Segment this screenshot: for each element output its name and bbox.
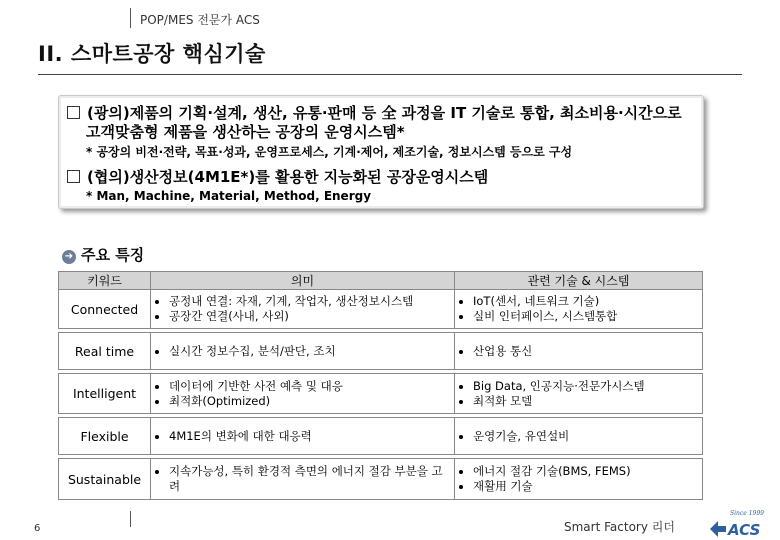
meaning-list bbox=[155, 344, 450, 359]
tech-cell bbox=[455, 459, 703, 500]
meaning-cell bbox=[151, 374, 455, 414]
footer-divider bbox=[130, 511, 131, 527]
arrow-circle-icon: ➔ bbox=[62, 250, 76, 264]
table-body bbox=[59, 290, 703, 500]
meaning-cell bbox=[151, 290, 455, 329]
tech-item: • 에너지 절감 기술(BMS, FEMS) bbox=[473, 464, 698, 479]
meaning-cell bbox=[151, 418, 455, 455]
tech-cell bbox=[455, 374, 703, 414]
tech-list bbox=[459, 344, 698, 359]
table-header-row bbox=[59, 272, 703, 290]
features-table bbox=[58, 271, 703, 500]
meaning-item: • 최적화(Optimized) bbox=[169, 394, 450, 409]
narrow-definition-note: * Man, Machine, Material, Method, Energy bbox=[86, 189, 372, 203]
broad-definition-line1: (광의)제품의 기획·설계, 생산, 유통·판매 등 全 과정을 IT 기술로 통합, 최소비용·시간으로 bbox=[87, 104, 682, 122]
keyword-cell: Real time bbox=[59, 333, 151, 370]
tech-item: • 재활用 기술 bbox=[473, 479, 698, 494]
tech-item: • IoT(센서, 네트워크 기술) bbox=[473, 294, 698, 309]
features-heading-label: 주요 특징 bbox=[81, 246, 145, 264]
keyword-cell: Intelligent bbox=[59, 374, 151, 414]
tech-item: • Big Data, 인공지능·전문가시스템 bbox=[473, 379, 698, 394]
keyword-cell: Sustainable bbox=[59, 459, 151, 500]
tech-cell bbox=[455, 418, 703, 455]
broad-definition bbox=[67, 104, 682, 122]
table-row bbox=[59, 418, 703, 455]
meaning-item: • 실시간 정보수집, 분석/판단, 조치 bbox=[169, 344, 450, 359]
meaning-list bbox=[155, 464, 450, 494]
meaning-item: • 공장간 연결(사내, 사외) bbox=[169, 309, 450, 324]
table-row bbox=[59, 290, 703, 329]
tech-item: • 실비 인터페이스, 시스템통합 bbox=[473, 309, 698, 324]
header-breadcrumb: POP/MES 전문가 ACS bbox=[140, 13, 260, 27]
title-underline bbox=[38, 74, 742, 75]
meaning-item: • 데이터에 기반한 사전 예측 및 대응 bbox=[169, 379, 450, 394]
checkbox-icon bbox=[67, 170, 80, 183]
definition-box bbox=[58, 95, 704, 209]
meaning-list bbox=[155, 379, 450, 409]
keyword-cell: Connected bbox=[59, 290, 151, 329]
logo-text: ACS bbox=[728, 521, 761, 539]
meaning-item: • 지속가능성, 특히 환경적 측면의 에너지 절감 부분을 고려 bbox=[169, 464, 450, 494]
tech-cell bbox=[455, 333, 703, 370]
tech-item: • 운영기술, 유연설비 bbox=[473, 429, 698, 444]
page-number: 6 bbox=[34, 523, 41, 534]
logo-arrow-icon bbox=[710, 521, 726, 537]
tech-list bbox=[459, 294, 698, 324]
header-divider bbox=[130, 8, 131, 28]
table-row bbox=[59, 333, 703, 370]
meaning-list bbox=[155, 294, 450, 324]
tech-item: • 산업용 통신 bbox=[473, 344, 698, 359]
meaning-item: • 공정내 연결: 자재, 기계, 작업자, 생산정보시스템 bbox=[169, 294, 450, 309]
logo-small-text: Since 1999 bbox=[730, 510, 764, 517]
column-header-meaning: 의미 bbox=[151, 272, 455, 290]
column-header-keyword: 키워드 bbox=[59, 272, 151, 290]
checkbox-icon bbox=[67, 106, 80, 119]
tech-cell bbox=[455, 290, 703, 329]
acs-logo-icon bbox=[708, 507, 768, 539]
narrow-definition bbox=[67, 168, 488, 186]
tech-list bbox=[459, 464, 698, 494]
keyword-cell: Flexible bbox=[59, 418, 151, 455]
meaning-list bbox=[155, 429, 450, 444]
tech-list bbox=[459, 379, 698, 409]
table-row bbox=[59, 374, 703, 414]
features-heading bbox=[62, 244, 144, 265]
page-title: II. 스마트공장 핵심기술 bbox=[38, 42, 266, 66]
column-header-tech: 관련 기술 & 시스템 bbox=[455, 272, 703, 290]
table-row bbox=[59, 459, 703, 500]
narrow-definition-line: (협의)생산정보(4M1E*)를 활용한 지능화된 공장운영시스템 bbox=[87, 168, 489, 186]
broad-definition-note: * 공장의 비전·전략, 목표·성과, 운영프로세스, 기계·제어, 제조기술, 정보시스템 등으로 구성 bbox=[86, 145, 573, 159]
meaning-item: • 4M1E의 변화에 대한 대응력 bbox=[169, 429, 450, 444]
footer-brand: Smart Factory 리더 bbox=[564, 520, 675, 534]
meaning-cell bbox=[151, 333, 455, 370]
tech-item: • 최적화 모델 bbox=[473, 394, 698, 409]
tech-list bbox=[459, 429, 698, 444]
meaning-cell bbox=[151, 459, 455, 500]
broad-definition-line2: 고객맞춤형 제품을 생산하는 공장의 운영시스템* bbox=[86, 123, 405, 141]
